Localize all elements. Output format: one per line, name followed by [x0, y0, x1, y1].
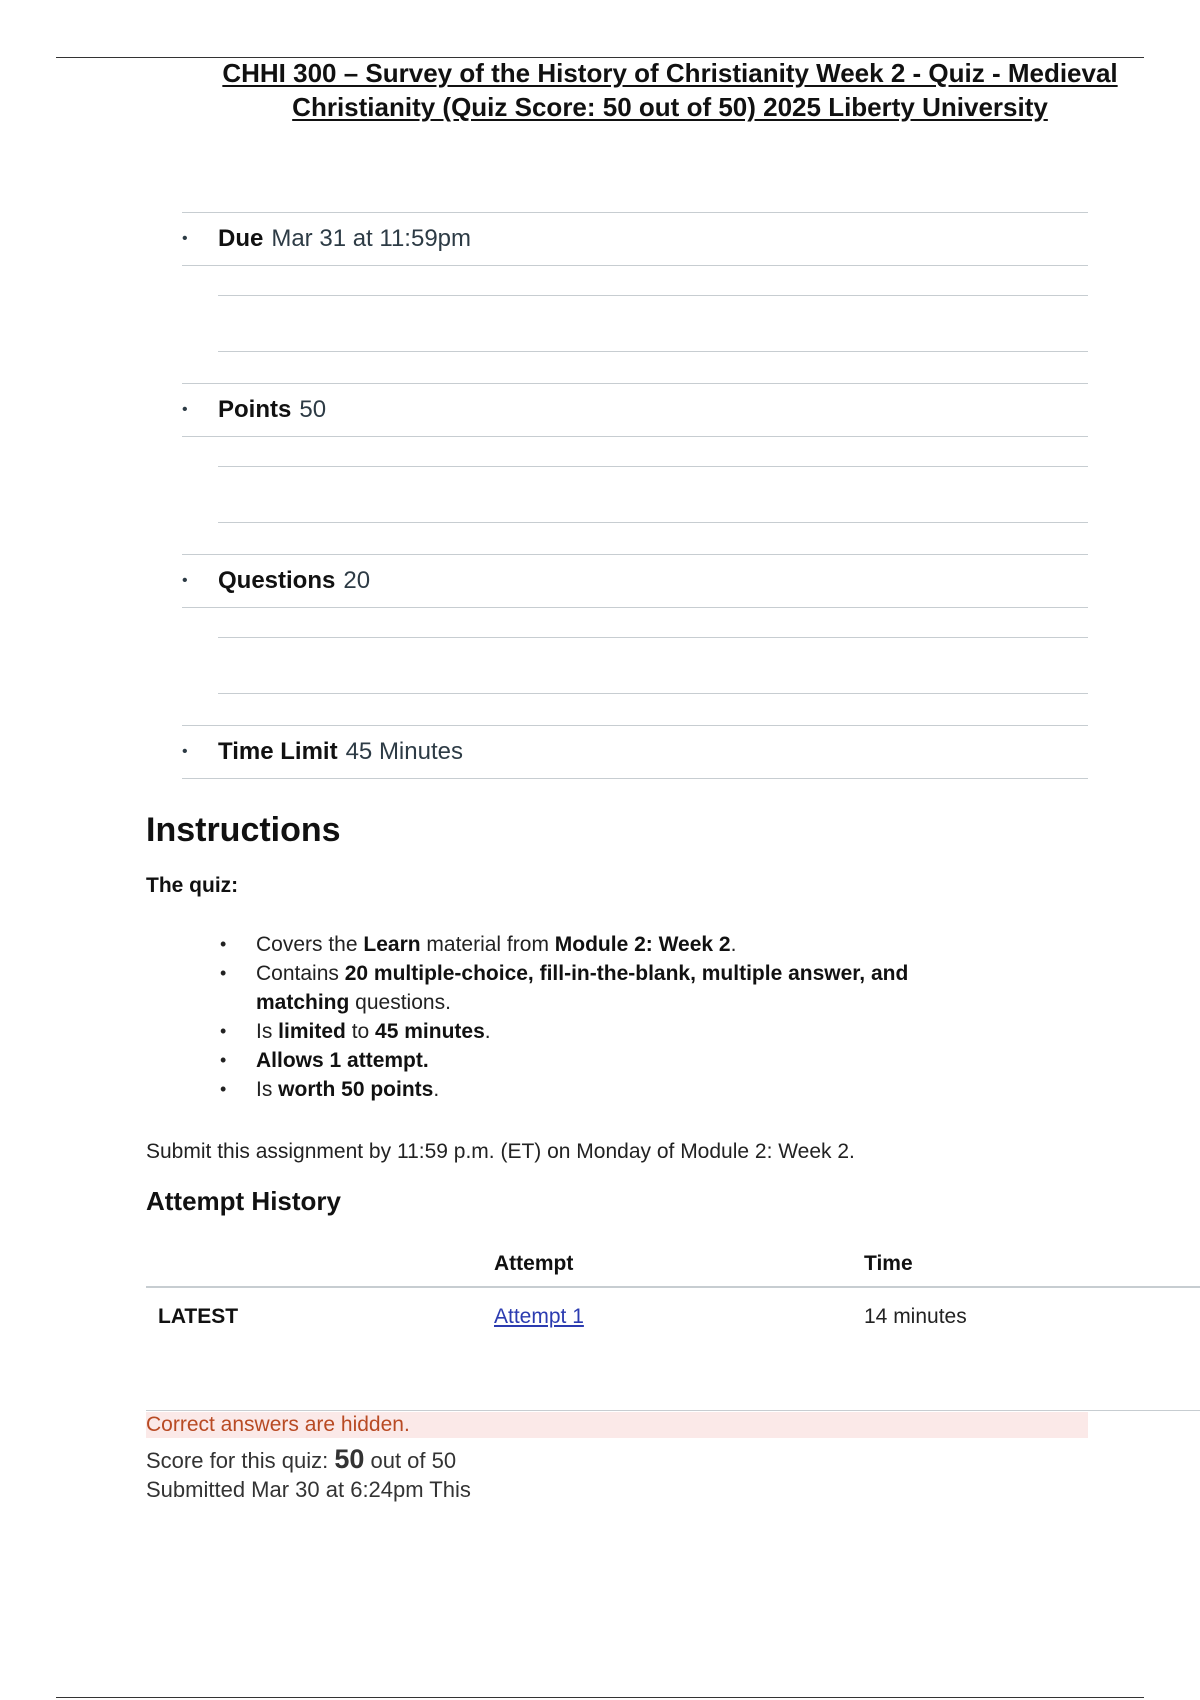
attempt-time: 14 minutes [864, 1305, 967, 1328]
table-header-row [146, 1242, 1200, 1287]
list-item: • Covers the Learn material from Module 2: Week 2. [220, 930, 980, 959]
submitted-timestamp: Submitted Mar 30 at 6:24pm This [146, 1477, 471, 1502]
bullet-icon: • [182, 230, 188, 247]
list-item: • Is worth 50 points. [220, 1075, 980, 1104]
detail-questions [182, 554, 1088, 608]
bottom-rule [56, 1697, 1144, 1698]
detail-label: Due [218, 225, 264, 252]
list-item: • Contains 20 multiple-choice, fill-in-the-blank, multiple answer, and matching questions. [220, 959, 980, 1017]
attempt-history-heading: Attempt History [146, 1186, 342, 1216]
detail-spacer [182, 266, 1088, 383]
score-value: 50 [334, 1444, 365, 1474]
document-title-line-2: Christianity (Quiz Score: 50 out of 50) 2025 Liberty University [292, 92, 1048, 122]
detail-label: Time Limit [218, 738, 338, 765]
document-title [140, 56, 1200, 124]
bullet-icon: • [182, 401, 188, 418]
table-row [146, 1287, 1200, 1346]
divider [218, 295, 1088, 296]
detail-points [182, 383, 1088, 437]
divider [218, 637, 1088, 638]
quiz-label: The quiz: [146, 874, 239, 897]
divider [218, 522, 1088, 523]
attempt-history-table [146, 1242, 1200, 1346]
answers-hidden-notice: Correct answers are hidden. [146, 1412, 1088, 1438]
detail-value: 45 Minutes [345, 738, 463, 765]
column-header-time: Time [864, 1242, 1200, 1287]
list-item: • Is limited to 45 minutes. [220, 1017, 980, 1046]
column-header-attempt: Attempt [494, 1242, 864, 1287]
divider [218, 693, 1088, 694]
submit-note: Submit this assignment by 11:59 p.m. (ET) on Monday of Module 2: Week 2. [146, 1140, 855, 1163]
detail-label: Questions [218, 567, 336, 594]
instructions-heading: Instructions [146, 811, 341, 849]
detail-label: Points [218, 396, 292, 423]
document-title-line-1: CHHI 300 – Survey of the History of Christianity Week 2 - Quiz - Medieval [222, 58, 1118, 88]
divider [218, 351, 1088, 352]
status-badge: LATEST [158, 1305, 239, 1328]
detail-due [182, 212, 1088, 266]
detail-value: Mar 31 at 11:59pm [271, 225, 472, 252]
divider [218, 466, 1088, 467]
detail-spacer [182, 437, 1088, 554]
instructions-list [220, 930, 980, 1104]
detail-time-limit [182, 725, 1088, 779]
column-header-status [146, 1242, 494, 1287]
results-divider [146, 1410, 1200, 1411]
list-item: • Allows 1 attempt. [220, 1046, 980, 1075]
bullet-icon: • [182, 572, 188, 589]
quiz-score: Score for this quiz: 50 out of 50 [146, 1444, 457, 1474]
quiz-details [182, 212, 1088, 779]
bullet-icon: • [182, 743, 188, 760]
detail-value: 20 [343, 567, 371, 594]
detail-value: 50 [299, 396, 327, 423]
attempt-1-link[interactable]: Attempt 1 [494, 1305, 584, 1328]
detail-spacer [182, 608, 1088, 725]
